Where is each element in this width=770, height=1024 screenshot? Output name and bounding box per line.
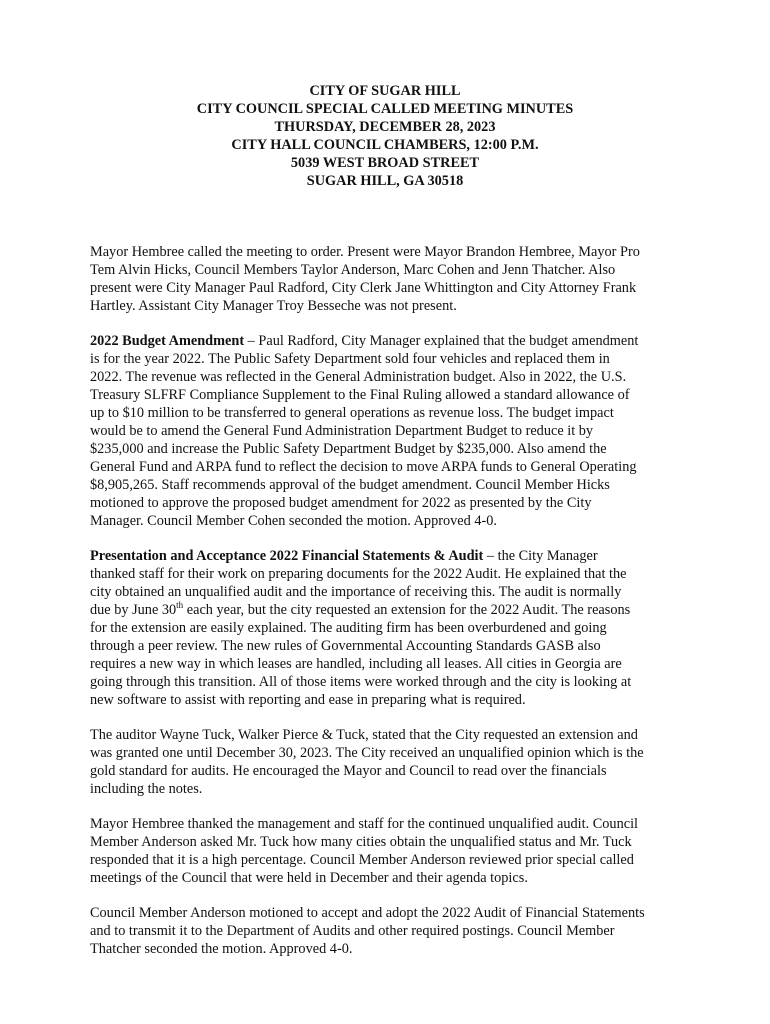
text-line: was granted one until December 30, 2023. The City received an unqualified opinion which is the [90,745,644,761]
text-line: Tem Alvin Hicks, Council Members Taylor Anderson, Marc Cohen and Jenn Thatcher. Also [90,262,616,278]
text-line: for the extension are easily explained. The auditing firm has been overburdened and going [90,620,607,636]
text-line: going through this transition. All of those items were worked through and the city is looking at [90,674,632,690]
paragraph-auditor-statement [90,726,686,798]
section-heading: Presentation and Acceptance 2022 Financial Statements & Audit [90,548,484,564]
header-line: CITY HALL COUNCIL CHAMBERS, 12:00 P.M. [231,137,539,153]
header-line: 5039 WEST BROAD STREET [290,155,480,171]
text-line: $8,905,265. Staff recommends approval of the budget amendment. Council Member Hicks [90,477,610,493]
text-line: requires a new way in which leases are handled, including all leases. All cities in Georgia are [90,656,622,672]
paragraph-call-to-order [90,243,686,315]
text-line: would be to amend the General Fund Administration Department Budget to reduce it by [90,423,594,439]
text-line: Mayor Hembree thanked the management and staff for the continued unqualified audit. Council [90,816,639,832]
text-line: up to $10 million to be transferred to general operations as revenue loss. The budget impact [90,405,614,421]
text-line [90,601,686,619]
text-run: each year, but the city requested an extension for the 2022 Audit. The reasons [183,602,631,618]
text-line: present were City Manager Paul Radford, City Clerk Jane Whittington and City Attorney Frank [90,280,637,296]
text-run: due by June 30 [90,602,177,618]
header-line: SUGAR HILL, GA 30518 [306,173,464,189]
text-line [90,332,686,350]
text-line: Thatcher seconded the motion. Approved 4-0. [90,941,353,957]
text-line: including the notes. [90,781,203,797]
text-line: motioned to approve the proposed budget amendment for 2022 as presented by the City [90,495,592,511]
text-line: and to transmit it to the Department of Audits and other required postings. Council Member [90,923,615,939]
document-header [0,82,770,190]
text-line: The auditor Wayne Tuck, Walker Pierce & Tuck, stated that the City requested an extension and [90,727,638,743]
section-heading: 2022 Budget Amendment [90,333,245,349]
header-line: CITY OF SUGAR HILL [309,83,461,99]
text-line: new software to assist with reporting and ease in preparing what is required. [90,692,526,708]
header-line: CITY COUNCIL SPECIAL CALLED MEETING MINUTES [196,101,574,117]
text-line: 2022. The revenue was reflected in the General Administration budget. Also in 2022, the U.S. [90,369,627,385]
text-line: responded that it is a high percentage. Council Member Anderson reviewed prior special called [90,852,634,868]
document-body [90,243,686,975]
text-line: Hartley. Assistant City Manager Troy Besseche was not present. [90,298,457,314]
paragraph-audit-motion [90,904,686,958]
text-line [90,547,686,565]
text-line: Member Anderson asked Mr. Tuck how many cities obtain the unqualified status and Mr. Tuck [90,834,632,850]
text-line: is for the year 2022. The Public Safety Department sold four vehicles and replaced them in [90,351,610,367]
text-line: Mayor Hembree called the meeting to order. Present were Mayor Brandon Hembree, Mayor Pro [90,244,640,260]
text-run: – the City Manager [483,548,598,564]
text-line: $235,000 and increase the Public Safety Department Budget by $235,000. Also amend the [90,441,607,457]
text-line: Council Member Anderson motioned to accept and adopt the 2022 Audit of Financial Statements [90,905,645,921]
text-line: Treasury SLFRF Compliance Supplement to the Final Ruling allowed a standard allowance of [90,387,630,403]
text-line: city obtained an unqualified audit and the importance of receiving this. The audit is normally [90,584,622,600]
paragraph-financial-statements-audit [90,547,686,709]
text-line: General Fund and ARPA fund to reflect the decision to move ARPA funds to General Operating [90,459,637,475]
text-line: meetings of the Council that were held in December and their agenda topics. [90,870,528,886]
text-run: – Paul Radford, City Manager explained that the budget amendment [244,333,639,349]
text-line: Manager. Council Member Cohen seconded the motion. Approved 4-0. [90,513,497,529]
paragraph-budget-amendment [90,332,686,530]
paragraph-mayor-thanks [90,815,686,887]
ordinal-superscript: th [176,600,184,610]
text-line: through a peer review. The new rules of Governmental Accounting Standards GASB also [90,638,601,654]
text-line: gold standard for audits. He encouraged the Mayor and Council to read over the financials [90,763,607,779]
header-line: THURSDAY, DECEMBER 28, 2023 [274,119,496,135]
text-line: thanked staff for their work on preparing documents for the 2022 Audit. He explained that the [90,566,627,582]
